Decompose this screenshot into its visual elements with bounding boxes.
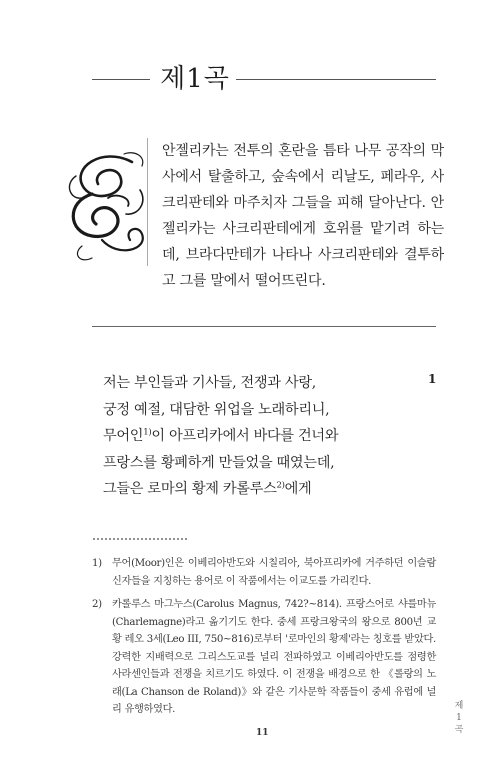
verse-line-1: 저는 부인들과 기사들, 전쟁과 사랑, (103, 375, 316, 391)
verse-line-3 (103, 423, 393, 450)
verse-line-2: 궁정 예절, 대담한 위업을 노래하리니, (103, 401, 330, 418)
footnote-2 (92, 596, 436, 719)
chapter-header (0, 52, 500, 112)
verse-line-3-text: 무어인 (103, 428, 144, 444)
verse-line-5-rest: 에게 (284, 481, 312, 497)
stanza-number: 1 (428, 372, 437, 386)
section-divider (92, 326, 436, 327)
running-head: 제 1 곡 (454, 701, 464, 735)
chapter-summary: 안젤리카는 전투의 혼란을 틈타 나무 공작의 막사에서 탈출하고, 숲속에서 리날도, 페라우, 사크리판테와 마주치자 그들을 피해 달아난다. 안젤리카는 사크리판테에게 호위를 맡기려 하는데, 브라다만테가 나타나 사크리판테와 결투하고 그를 말에서 떨어뜨린다. (162, 143, 444, 289)
footnote-number: 1) (92, 558, 102, 569)
verse-stanza (103, 370, 393, 503)
footnote-text: 카롤루스 마그누스(Carolus Magnus, 742?~814). 프랑스어로 샤를마뉴(Charlemagne)라고 옮기기도 한다. 중세 프랑크왕국의 왕으로 800년 교황 레오 3세(Leo III, 750~816)로부터 '로마인의 황제'라는 칭호를 받았다. 강력한 지배력으로 그리스도교를 널리 전파하였고 이베리아반도를 점령한 사라센인들과 전쟁을 치르기도 하였다. 이 전쟁을 배경으로 한 《롤랑의 노래(La Chanson de Roland)》와 같은 기사문학 작품들이 중세 유럽에 널리 유행하였다. (112, 599, 436, 715)
chapter-title: 제1곡 (160, 64, 230, 94)
footnote-number: 2) (92, 599, 102, 610)
summary-rule (147, 138, 148, 266)
verse-line-5 (103, 476, 393, 503)
footnote-text: 무어(Moor)인은 이베리아반도와 시칠리아, 북아프리카에 거주하던 이슬람 신자들을 지칭하는 용어로 이 작품에서는 이교도를 가리킨다. (112, 558, 436, 587)
footnotes (92, 555, 436, 725)
header-rule-left (92, 79, 150, 80)
header-rule-right (236, 79, 436, 80)
footnote-separator (92, 537, 188, 541)
verse-line-4: 프랑스를 황폐하게 만들었을 때였는데, (103, 454, 335, 471)
footnote-ref-1[interactable]: 1) (143, 427, 152, 438)
verse-line-3-rest: 이 아프리카에서 바다를 건너와 (151, 428, 339, 444)
page-number: 11 (256, 728, 269, 738)
footnote-1 (92, 555, 436, 590)
verse-line-5-text: 그들은 로마의 황제 카롤루스 (103, 481, 277, 497)
calligraphic-ornament (62, 150, 152, 265)
footnote-ref-2[interactable]: 2) (276, 480, 285, 491)
